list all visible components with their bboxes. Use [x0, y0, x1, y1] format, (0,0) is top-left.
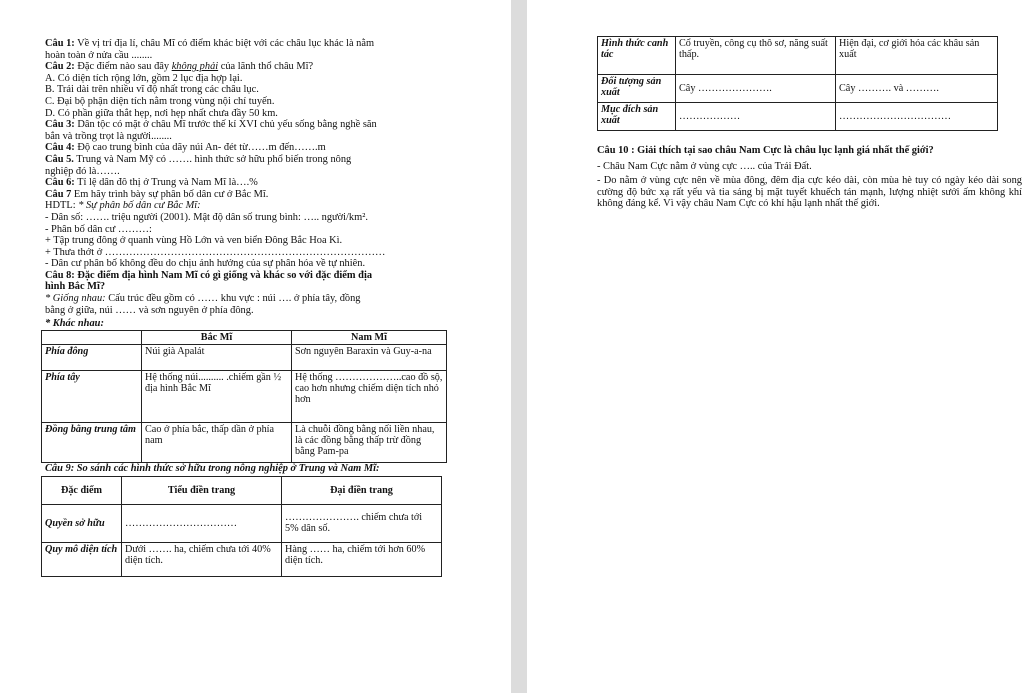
question-6: Câu 6: Tỉ lệ dân đô thị ở Trung và Nam Mĩ là….% [45, 177, 258, 189]
row-header-cell: Quy mô diện tích [42, 542, 122, 576]
question-2: Câu 2: Đặc điểm nào sau đây không phải của lãnh thổ châu Mĩ? [45, 61, 314, 73]
table-cell: Dưới ……. ha, chiếm chưa tới 40% diện tích. [122, 542, 282, 576]
row-header-cell: Đối tượng sản xuất [598, 75, 676, 103]
table-header-cell [42, 330, 142, 344]
table-cell: Hệ thống núi.......... .chiếm gần ½ địa hình Bắc Mĩ [142, 371, 292, 423]
table-header-cell: Đặc điểm [42, 476, 122, 504]
table-cell: Cổ truyền, công cụ thô sơ, năng suất thấp. [676, 37, 836, 75]
table-cell: Cây …………………. [676, 75, 836, 103]
question-5-cont: nghiệp đó là……. [45, 165, 120, 177]
hdtl-line: - Phân bố dân cư ………: [45, 223, 152, 235]
table-cell: Hệ thống ………………..cao đồ sộ, cao hơn nhưng chiếm diện tích nhỏ hơn [292, 371, 447, 423]
table-row [598, 37, 998, 75]
table-row [42, 345, 447, 371]
hdtl-line: + Thưa thớt ở ……………………………………………………………………… [45, 246, 386, 258]
table-row [42, 371, 447, 423]
table-cell: …………………. chiếm chưa tới 5% dân số. [282, 504, 442, 542]
question-8: Câu 8: Đặc điểm địa hình Nam Mĩ có gì giống và khác so với đặc điểm địa [45, 269, 373, 281]
question-7: Câu 7 Em hãy trình bày sự phân bố dân cư ở Bắc Mĩ. [45, 188, 269, 200]
table-cell: ……………… [676, 103, 836, 131]
question-9: Câu 9: So sánh các hình thức sở hữu trong nông nghiệp ở Trung và Nam Mĩ: [45, 463, 380, 475]
hdtl-heading: HDTL: * Sự phân bố dân cư Bắc Mĩ: [45, 200, 201, 212]
hdtl-line: - Dân số: ……. triệu người (2001). Mật độ dân số trung bình: ….. người/km². [45, 211, 368, 223]
question-3: Câu 3: Dân tộc có mặt ở châu Mĩ trước thế kỉ XVI chủ yếu sống bằng nghề săn [45, 119, 377, 131]
right-page-content [597, 36, 1022, 210]
question-1: Câu 1: Về vị trí địa lí, châu Mĩ có điểm khác biệt với các châu lục khác là nằm [45, 38, 375, 49]
answer-10-line: - Do nằm ở vùng cực nên về mùa đông, đêm địa cực kéo dài, còn mùa hè tuy có ngày kéo dài song cường độ bức xạ rất yếu và tia sáng bị mặt tuyết khuếch tán mạnh, lượng nhiệt sưởi ấm không khí không đáng kể. Vì vậy châu Nam Cực có khí hậu lạnh nhất thế giới. [597, 175, 1022, 210]
left-page-content [45, 38, 505, 577]
question-1-cont: hoàn toàn ở nửa cầu ........ [45, 49, 153, 61]
q2-option-a: A. Có diện tích rộng lớn, gồm 2 lục địa hợp lại. [45, 72, 243, 84]
table-cell: Sơn nguyên Baraxin và Guy-a-na [292, 345, 447, 371]
table-cell: Là chuỗi đồng bằng nối liền nhau, là các đồng bằng thấp trừ đồng bằng Pam-pa [292, 423, 447, 463]
table-header-cell: Tiểu điền trang [122, 476, 282, 504]
table-header-cell: Bắc Mĩ [142, 330, 292, 344]
table-cell: Núi già Apalát [142, 345, 292, 371]
table-row [42, 476, 442, 504]
right-page [527, 0, 1024, 693]
page-gutter [511, 0, 527, 693]
row-header-cell: Phía đông [42, 345, 142, 371]
table-cell: Hàng …… ha, chiếm tới hơn 60% diện tích. [282, 542, 442, 576]
comparison-table [41, 476, 442, 577]
table-row [42, 542, 442, 576]
farming-table [597, 36, 998, 131]
hdtl-line: + Tập trung đông ở quanh vùng Hồ Lớn và ven biển Đông Bắc Hoa Kì. [45, 235, 343, 247]
table-row [42, 330, 447, 344]
table-cell: Hiện đại, cơ giới hóa các khâu sản xuất [836, 37, 998, 75]
question-3-cont: bắn và trồng trọt là người........ [45, 130, 172, 142]
hdtl-line: - Dân cư phân bố không đều do chịu ảnh hưởng của sự phân hóa về tự nhiên. [45, 258, 366, 270]
question-8-cont: hình Bắc Mĩ? [45, 281, 106, 293]
q2-option-d: D. Có phần giữa thắt hẹp, nơi hẹp nhất chưa đầy 50 km. [45, 107, 278, 119]
row-header-cell: Mục đích sản xuất [598, 103, 676, 131]
table-cell: …………………………… [836, 103, 998, 131]
q2-option-b: B. Trải dài trên nhiều vĩ độ nhất trong các châu lục. [45, 84, 259, 96]
difference-table [41, 330, 447, 463]
left-page [0, 0, 511, 693]
answer-10-line: - Châu Nam Cực nằm ở vùng cực ….. của Trái Đất. [597, 160, 812, 172]
table-cell: …………………………… [122, 504, 282, 542]
question-5: Câu 5. Trung và Nam Mỹ có ……. hình thức sở hữu phổ biến trong nông [45, 153, 352, 165]
table-row [42, 423, 447, 463]
row-header-cell: Hình thức canh tác [598, 37, 676, 75]
row-header-cell: Quyền sở hữu [42, 504, 122, 542]
table-row [42, 504, 442, 542]
difference-heading: * Khác nhau: [45, 318, 104, 330]
similarity-line: * Giống nhau: Cấu trúc đều gồm có …… khu vực : núi …. ở phía tây, đồng [45, 293, 361, 305]
question-10: Câu 10 : Giải thích tại sao châu Nam Cực là châu lục lạnh giá nhất thế giới? [597, 145, 934, 156]
row-header-cell: Phía tây [42, 371, 142, 423]
row-header-cell: Đồng bằng trung tâm [42, 423, 142, 463]
q2-option-c: C. Đại bộ phận diện tích nằm trong vùng nội chí tuyến. [45, 95, 275, 107]
similarity-line-cont: bằng ở giữa, núi …… và sơn nguyên ở phía đông. [45, 304, 254, 316]
question-4: Câu 4: Độ cao trung bình của dãy núi An- đét từ……m đến…….m [45, 142, 326, 154]
table-row [598, 75, 998, 103]
table-cell: Cây ………. và ………. [836, 75, 998, 103]
table-cell: Cao ở phía bắc, thấp dần ở phía nam [142, 423, 292, 463]
table-header-cell: Nam Mĩ [292, 330, 447, 344]
table-row [598, 103, 998, 131]
table-header-cell: Đại điền trang [282, 476, 442, 504]
